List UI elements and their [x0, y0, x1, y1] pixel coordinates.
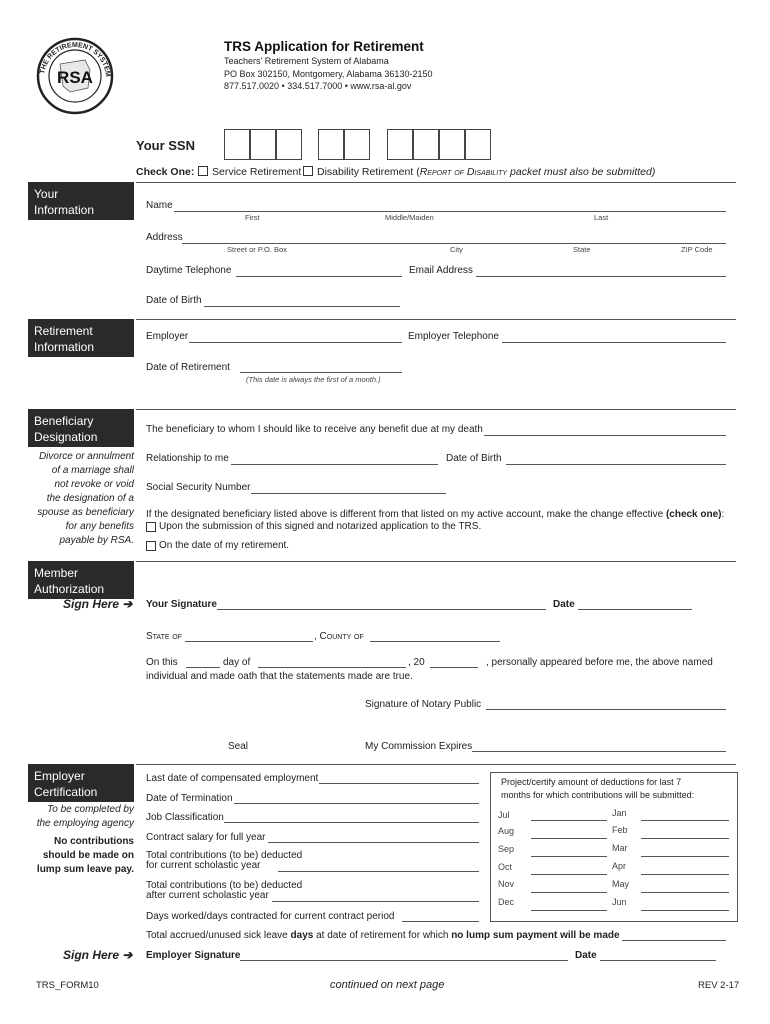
section-member-authorization: [28, 561, 134, 599]
upon-submission-checkbox[interactable]: [146, 522, 156, 532]
street-sublabel: Street or P.O. Box: [227, 245, 287, 254]
employer-field[interactable]: [189, 342, 402, 343]
last-comp-label: Last date of compensated employment: [146, 773, 319, 784]
form-id: TRS_FORM10: [36, 980, 99, 991]
last-sublabel: Last: [594, 213, 609, 222]
ssn-digit-box[interactable]: [250, 129, 276, 160]
termination-field[interactable]: [234, 803, 479, 804]
month-label: Apr: [612, 861, 627, 871]
middle-sublabel: Middle/Maiden: [385, 213, 434, 222]
days-worked-field[interactable]: [402, 921, 479, 922]
contract-salary-label: Contract salary for full year: [146, 832, 266, 843]
month-amount-field[interactable]: [641, 910, 729, 911]
employer-signature-field[interactable]: [240, 960, 568, 961]
month-label: Nov: [498, 879, 515, 889]
divider: [136, 764, 736, 765]
county-of-field[interactable]: [370, 641, 500, 642]
relationship-field[interactable]: [231, 464, 438, 465]
total-after-field[interactable]: [272, 901, 479, 902]
month-label: Jun: [612, 897, 627, 907]
section-heading-line: Your: [34, 187, 59, 201]
beneficiary-dob-label: Date of Birth: [446, 453, 502, 464]
day-field[interactable]: [186, 667, 220, 668]
org-address: PO Box 302150, Montgomery, Alabama 36130-2150: [224, 69, 433, 79]
org-name: Teachers' Retirement System of Alabama: [224, 56, 389, 66]
commission-expires-field[interactable]: [472, 751, 726, 752]
service-retirement-checkbox[interactable]: [198, 166, 208, 176]
daytime-phone-field[interactable]: [236, 276, 402, 277]
address-field[interactable]: [182, 243, 726, 244]
job-class-label: Job Classification: [146, 812, 224, 823]
beneficiary-statement: The beneficiary to whom I should like to receive any benefit due at my death: [146, 424, 483, 435]
section-heading-line: Designation: [34, 430, 98, 444]
month-amount-field[interactable]: [641, 892, 729, 893]
rsa-logo: [30, 36, 120, 116]
ssn-digit-box[interactable]: [224, 129, 250, 160]
divorce-note: Divorce or annulment of a marriage shall not revoke or void the designation of a spouse as beneficiary for any benefits payable by RSA.: [37, 451, 134, 546]
appeared-text: , personally appeared before me, the above named: [486, 657, 713, 668]
date-of-retirement-label: Date of Retirement: [146, 362, 230, 373]
state-sublabel: State: [573, 245, 591, 254]
county-of-label: , County of: [314, 631, 364, 642]
section-employer-certification: [28, 764, 134, 802]
address-label: Address: [146, 232, 183, 243]
total-after-label: Total contributions (to be) deducted after current scholastic year: [146, 880, 303, 901]
section-beneficiary-designation: [28, 409, 134, 447]
member-date-label: Date: [553, 599, 575, 610]
change-effective-text: If the designated beneficiary listed above is different from that listed on my active account, make the change effective (check one):: [146, 509, 725, 520]
month-label: Jan: [612, 808, 627, 818]
seal-label: Seal: [228, 741, 249, 752]
job-class-field[interactable]: [224, 822, 479, 823]
section-heading-line: Information: [34, 340, 95, 354]
revision: REV 2-17: [698, 980, 740, 991]
upon-submission-label: Upon the submission of this signed and notarized application to the TRS.: [159, 521, 482, 532]
divider: [136, 409, 736, 410]
section-heading-line: Authorization: [34, 582, 105, 596]
month-label: Aug: [498, 826, 515, 836]
divider: [136, 182, 736, 183]
ssn-digit-box[interactable]: [439, 129, 465, 160]
logo-monogram: RSA: [57, 68, 93, 87]
disability-note: packet must also be submitted): [507, 166, 656, 178]
dob-label: Date of Birth: [146, 295, 202, 306]
month-amount-field[interactable]: [531, 856, 607, 857]
month-amount-field[interactable]: [641, 838, 729, 839]
your-signature-field[interactable]: [217, 609, 546, 610]
employer-signature-label: Employer Signature: [146, 950, 241, 961]
name-label: Name: [146, 200, 173, 211]
divider: [136, 319, 736, 320]
day-of-label: day of: [223, 657, 251, 668]
retirement-date-note: (This date is always the first of a month.): [246, 375, 381, 384]
name-field[interactable]: [174, 211, 726, 212]
ssn-digit-box[interactable]: [318, 129, 344, 160]
date-of-retirement-checkbox[interactable]: [146, 541, 156, 551]
employer-sign-here: Sign Here ➔: [63, 948, 133, 962]
section-heading-line: Retirement: [34, 324, 93, 338]
ssn-digit-box[interactable]: [413, 129, 439, 160]
dob-field[interactable]: [204, 306, 400, 307]
section-your-information: [28, 182, 134, 220]
daytime-phone-label: Daytime Telephone: [146, 265, 232, 276]
relationship-label: Relationship to me: [146, 453, 229, 464]
month-amount-field[interactable]: [531, 892, 607, 893]
org-contact: 877.517.0020 • 334.517.7000 • www.rsa-al.gov: [224, 81, 412, 91]
month-amount-field[interactable]: [531, 874, 607, 875]
month-amount-field[interactable]: [531, 910, 607, 911]
termination-label: Date of Termination: [146, 793, 233, 804]
ssn-digit-box[interactable]: [276, 129, 302, 160]
disability-text: Disability Retirement (: [317, 166, 420, 178]
month-amount-field[interactable]: [531, 820, 607, 821]
on-this-label: On this: [146, 657, 178, 668]
employer-phone-field[interactable]: [502, 342, 726, 343]
section-heading-line: Member: [34, 566, 79, 580]
date-of-retirement-option-label: On the date of my retirement.: [159, 540, 290, 551]
deductions-note-2: months for which contributions will be submitted:: [501, 790, 695, 800]
email-label: Email Address: [409, 265, 473, 276]
month-amount-field[interactable]: [641, 874, 729, 875]
beneficiary-ssn-field[interactable]: [251, 493, 446, 494]
section-heading-line: Information: [34, 203, 95, 217]
deductions-note-1: Project/certify amount of deductions for last 7: [501, 777, 682, 787]
ssn-digit-box[interactable]: [465, 129, 491, 160]
month-label: Oct: [498, 862, 513, 872]
continued-note: continued on next page: [330, 979, 445, 991]
section-retirement-information: [28, 319, 134, 357]
zip-sublabel: ZIP Code: [681, 245, 713, 254]
employer-phone-label: Employer Telephone: [408, 331, 499, 342]
city-sublabel: City: [450, 245, 463, 254]
date-of-retirement-field[interactable]: [240, 372, 402, 373]
beneficiary-dob-field[interactable]: [506, 464, 726, 465]
month-amount-field[interactable]: [641, 856, 729, 857]
member-sign-here: Sign Here ➔: [63, 597, 133, 611]
year-prefix-label: , 20: [408, 657, 425, 668]
check-one-label: Check One:: [136, 166, 195, 178]
service-retirement-label: Service Retirement: [212, 166, 302, 178]
member-date-field[interactable]: [578, 609, 692, 610]
month-amount-field[interactable]: [641, 820, 729, 821]
month-label: Sep: [498, 844, 515, 854]
month-field[interactable]: [258, 667, 406, 668]
total-current-field[interactable]: [278, 871, 479, 872]
employer-date-field[interactable]: [600, 960, 716, 961]
month-label: Dec: [498, 897, 515, 907]
your-signature-label: Your Signature: [146, 599, 217, 610]
ssn-label: Your SSN: [136, 138, 195, 153]
commission-expires-label: My Commission Expires: [365, 741, 473, 752]
logo-ring-text: THE RETIREMENT SYSTEM: [39, 41, 112, 78]
month-label: Feb: [612, 825, 628, 835]
state-of-field[interactable]: [185, 641, 313, 642]
divider: [136, 561, 736, 562]
form-title: TRS Application for Retirement: [224, 39, 424, 54]
days-worked-label: Days worked/days contracted for current contract period: [146, 911, 395, 922]
contract-salary-field[interactable]: [268, 842, 479, 843]
year-field[interactable]: [430, 667, 478, 668]
month-label: Mar: [612, 843, 628, 853]
month-amount-field[interactable]: [531, 838, 607, 839]
state-of-label: State of: [146, 631, 183, 642]
ssn-digit-box[interactable]: [344, 129, 370, 160]
last-comp-field[interactable]: [319, 783, 479, 784]
oath-text: individual and made oath that the statements made are true.: [146, 671, 413, 682]
beneficiary-ssn-label: Social Security Number: [146, 482, 251, 493]
month-label: May: [612, 879, 630, 889]
notary-signature-label: Signature of Notary Public: [365, 699, 482, 710]
month-label: Jul: [498, 810, 510, 820]
notary-signature-field[interactable]: [486, 709, 726, 710]
email-field[interactable]: [476, 276, 726, 277]
disability-retirement-label: [317, 166, 655, 178]
disability-retirement-checkbox[interactable]: [303, 166, 313, 176]
first-sublabel: First: [245, 213, 260, 222]
sick-leave-label: Total accrued/unused sick leave days at date of retirement for which no lump sum payment will be made: [146, 930, 620, 941]
employer-date-label: Date: [575, 950, 597, 961]
beneficiary-name-field[interactable]: [484, 435, 726, 436]
sick-leave-field[interactable]: [622, 940, 726, 941]
report-of-disability: Report of Disability: [419, 166, 508, 178]
employer-note: To be completed by the employing agency: [36, 804, 134, 829]
no-contributions-note: No contributions should be made on lump sum leave pay.: [36, 836, 134, 875]
ssn-digit-box[interactable]: [387, 129, 413, 160]
section-heading-line: Certification: [34, 785, 98, 799]
section-heading-line: Employer: [34, 769, 85, 783]
section-heading-line: Beneficiary: [34, 414, 94, 428]
employer-label: Employer: [146, 331, 189, 342]
total-current-label: Total contributions (to be) deducted for current scholastic year: [146, 850, 303, 871]
